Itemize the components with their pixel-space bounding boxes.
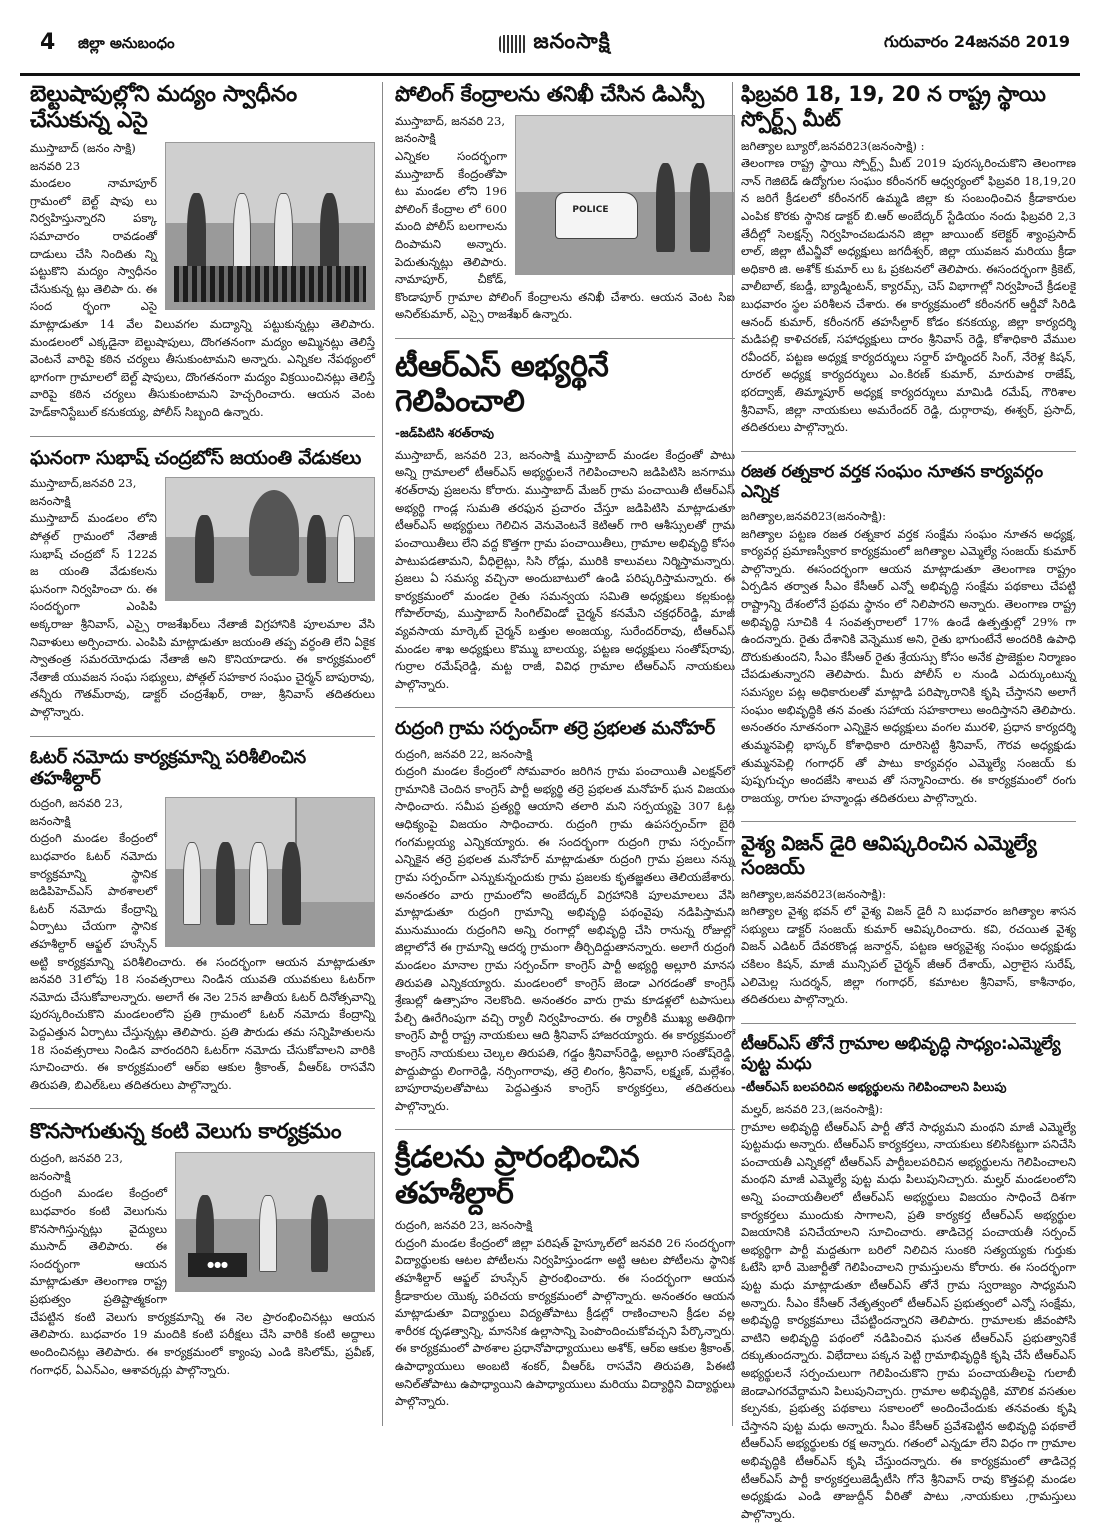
article-body: జగిత్యాల వైశ్య భవన్ లో వైశ్య విజన్ డైరీ ని బుధవారం జగిత్యాల శాసన సభ్యులు డాక్టర్ సంజయ్ కుమార్ ఆవిష్కరించారు. కవి, రచయిత వైశ్య విజన్ ఎడిటర్ దేవరకొండ్ల జనార్దన్, పట్టణ ఆర్యవైశ్య సంఘం అధ్యక్షుడు చకిలం కిషన్, మాజీ మున్సిపల్ చైర్మన్ జీఆర్ దేశాయ్, ఎర్రాలైస సురేష్, ఎలిమెల్ల సుదర్శన్, జిల్లా గంగాధర్, కమాటల శ్రీనివాస్, కాశీనాథం, తదితరులు పాల్గొన్నారు. bbox=[741, 904, 1076, 1007]
dateline: రుద్రంగి, జనవరి 22, జనంసాక్షి bbox=[395, 746, 533, 761]
issue-date: గురువారం 24జనవరి 2019 bbox=[884, 32, 1070, 51]
dateline: రుద్రంగి, జనవరి 23, జనంసాక్షి bbox=[30, 796, 123, 828]
divider bbox=[741, 821, 1076, 822]
masthead bbox=[20, 20, 1080, 76]
headline: ఫిబ్రవరి 18, 19, 20 న రాష్ట్ర స్థాయి స్పోర్ట్స్ మీట్ bbox=[741, 82, 1046, 131]
photo-statue-garland bbox=[165, 477, 375, 601]
headline: బెల్టుషాపుల్లోని మద్యం స్వాధీనం చేసుకున్న ఎసై bbox=[30, 82, 297, 133]
divider bbox=[395, 707, 735, 708]
divider bbox=[30, 1108, 375, 1109]
column-1 bbox=[30, 82, 375, 1426]
column-2 bbox=[395, 82, 735, 1426]
headline: టీఆర్ఎస్ అభ్యర్థినే గెలిపించాలి bbox=[395, 349, 609, 420]
divider bbox=[30, 436, 375, 437]
dateline: రుద్రంగి, జనవరి 23, జనంసాక్షి bbox=[395, 1218, 533, 1233]
headline: రుద్రంగి గ్రామ సర్పంచ్‌గా తర్రె ప్రభలత మనోహర్ bbox=[395, 718, 715, 740]
dateline: ముస్తాబాద్ (జనం సాక్షి) జనవరి 23 bbox=[30, 140, 136, 173]
photo-police-vehicle bbox=[515, 115, 735, 275]
article-body: తెలంగాణ రాష్ట్ర స్థాయి స్పోర్ట్స్ మీట్ 2019 పురస్కరించుకొని తెలంగాణ నాన్ గెజిటెడ్ ఉద్యోగుల సంఘం కరీంనగర్ ఆధ్వర్యంలో ఫిబ్రవరి 18,19,20 న జరిగే క్రీడలలో కరీంనగర్ ఉమ్మడి జిల్లా కు సంబంధించిన క్రీడాకారుల ఎంపిక కొరకు స్థానిక డాక్టర్ బి.ఆర్ అంబేద్కర్ స్టేడియం నందు ఫిబ్రవరి 2,3 తేదీల్లో సెలక్షన్స్ నిర్వహించబడునని జిల్లా జాయింట్ కలెక్టర్ శ్యాంప్రసాద్ లాల్, జిల్లా టీఎన్జీవో అధ్యక్షులు జగదీశ్వర్, జిల్లా యువజన మరియు క్రీడా అధికారి జి. అశోక్ కుమార్ లు ఓ ప్రకటనలో తెలిపారు. ఈసందర్భంగా క్రికెట్, వాలీబాల్, కబడ్డీ, బ్యాడ్మింటన్, క్యారమ్స్, చెస్ విభాగాల్లో నిర్వహించే క్రీడలకై బుధవారం స్థల పరిశీలన చేశారు. ఈ కార్యక్రమంలో కరీంనగర్ ఆర్డీవో సిరిడి ఆనంద్ కుమార్, కరీంనగర్ తహసీల్దార్ కోడం కనకయ్య, జిల్లా కార్యదర్శి మడిపల్లి కాళిచరణ్, సహాధ్యక్షులు దారం శ్రీనివాస్ రెడ్డి, కోశాధికారి వేముల రవీందర్, పట్టణ అధ్యక్ష కార్యదర్శులు సర్దార్ హర్మిందర్ సింగ్, నేరెళ్ల కిషన్, రూరల్ అధ్యక్ష కార్యదర్శులు ఎం.కిరణ్ కుమార్, మారుపాక రాజేష్, భరద్వాజ్, తిమ్మాపూర్ అధ్యక్ష కార్యదర్శులు మామిడి రమేష్, గౌరిశాల శ్రీనివాస్, జిల్లా నాయకులు అమరేందర్ రెడ్డి, దుర్గారావు, ఈశ్వర్, ప్రసాద్, తదితరులు పాల్గొన్నారు. bbox=[741, 156, 1076, 435]
article-vysya-diary bbox=[741, 832, 1076, 1008]
divider bbox=[30, 736, 375, 737]
article-liquor-seized bbox=[30, 82, 375, 422]
article-sports-tahsildar bbox=[395, 1140, 735, 1410]
dateline: జగిత్యాల బ్యూరో,జనవరి23(జనంసాక్షి) : bbox=[741, 138, 925, 153]
article-body: ఎన్నికల సందర్భంగా ముస్తాబాద్ కేంద్రంతోపా టు మండల లోని 196 పోలింగ్ కేంద్రాల లో 600 మంది పోలీస్ బలగాలను దింపామని అన్నారు. పెదుతున్నట్లు తెలిపారు. నామాపూర్, చీకోడ్, కొండాపూర్ గ్రామాల పోలింగ్ కేంద్రాలను తనిఖీ చేశారు. ఆయన వెంట సిఐ అనిల్‌కుమార్, ఎస్సై రాజశేఖర్ ఉన్నారు. bbox=[395, 148, 735, 322]
section-name: జిల్లా అనుబంధం bbox=[78, 34, 175, 52]
photo-eye-camp: ●●● bbox=[175, 1152, 375, 1292]
article-trs-candidate bbox=[395, 349, 735, 693]
article-voter-enrolment bbox=[30, 747, 375, 1095]
headline: టీఆర్ఎస్ తోనే గ్రామాల అభివృద్ధి సాధ్యం:ఎమ్మెల్యే పుట్ట మధు bbox=[741, 1033, 1061, 1074]
newspaper-page bbox=[20, 20, 1080, 1521]
dateline: జగిత్యాల,జనవరి23(జనంసాక్షి): bbox=[741, 508, 887, 523]
divider bbox=[741, 451, 1076, 452]
article-rajata-association bbox=[741, 462, 1076, 807]
headline: ఓటర్ నమోదు కార్యక్రమాన్ని పరిశీలించిన తహశీల్దార్ bbox=[30, 746, 306, 789]
article-body: రుద్రంగి మండల కేంద్రంలో జిల్లా పరిషత్ హైస్కూల్‌లో జనవరి 26 సందర్భంగా విద్యార్థులకు ఆటల పోటీలను నిర్వహిస్తుండగా అట్టి ఆటల పోటీలను స్థానిక తహశీల్దార్ ఆఫ్జల్ హుస్సేన్ ప్రారంభించారు. ఈ సందర్భంగా ఆయన క్రీడాకారుల యొక్క పరిచయ కార్యక్రమంలో పాల్గొన్నారు. అనంతరం ఆయన మాట్లాడుతూ విద్యార్థులు విద్యతోపాటు క్రీడల్లో రాణించాలని క్రీడల వల్ల శారీరక దృఢత్వాన్ని, మానసిక ఉల్లాసాన్ని పెంపొందించుకోవచ్చని పేర్కొన్నారు. ఈ కార్యక్రమంలో పాఠశాల ప్రధానోపాధ్యాయులు అశోక్, ఆర్ఐ ఆకుల శ్రీకాంత్, ఉపాధ్యాయులు అంబటి శంకర్, వీఆర్ఓ రాసవేని తిరుపతి, పిఈటి అనిల్‌తోపాటు ఉపాధ్యాయిని ఉపాధ్యాయులు మరియు విద్యార్థిని విద్యార్థులు పాల్గొన్నారు. bbox=[395, 1235, 735, 1409]
logo-text: జనంసాక్షి bbox=[533, 29, 611, 53]
article-sports-meet bbox=[741, 82, 1076, 437]
newspaper-logo bbox=[490, 26, 620, 62]
vehicle-label: POLICE bbox=[572, 205, 609, 216]
dateline: ముస్తాబాద్,జనవరి 23, జనంసాక్షి bbox=[30, 476, 137, 508]
dateline: మల్హర్, జనవరి 23,(జనంసాక్షి): bbox=[741, 1101, 884, 1116]
dateline: రుద్రంగి, జనవరి 23, జనంసాక్షి bbox=[30, 1151, 123, 1183]
article-body: ముస్తాబాద్ మండలం లోని పోత్గల్ గ్రామంలో నేతాజీ సుభాష్ చంద్రబో స్ 122వ జ యంతి వేడుకలను ఘనంగా నిర్వహించా రు. ఈ సందర్భంగా ఎంపిపి అక్కరాజు శ్రీనివాస్, ఎస్సై రాజశేఖర్‌లు నేతాజీ విగ్రహానికి పూలమాల వేసి నివాళులు అర్పించారు. ఎంపిపి మాట్లాడుతూ జయంతి తప్ప వర్ధంతి లేని ఏకైక స్వాతంత్ర సమరయోధుడు నేతాజీ అని కొనియాడారు. ఈ కార్యక్రమంలో నేతాజీ యువజన సంఘ సభ్యులు, పోత్గల్ సహకార సంఘం చైర్మన్ బాపురావు, తన్నీరు గౌతమ్‌రావు, డాక్టర్ చంద్రశేఖర్, రాజు, శ్రీనివాస్ తదితరులు పాల్గొన్నారు. bbox=[30, 511, 375, 719]
divider bbox=[741, 1023, 1076, 1024]
logo-mark-icon bbox=[499, 35, 527, 53]
column-3 bbox=[732, 82, 1076, 1521]
headline: రజత రత్నకార వర్తక సంఘం నూతన కార్యవర్గం ఎన్నిక bbox=[741, 461, 1043, 502]
article-kanti-velugu bbox=[30, 1119, 375, 1379]
headline: పోలింగ్ కేంద్రాలను తనిఖీ చేసిన డిఎస్పీ bbox=[395, 82, 704, 106]
article-body: ముస్తాబాద్, జనవరి 23, జనంసాక్షి ముస్తాబాద్ మండల కేంద్రంతో పాటు అన్ని గ్రామాలలో టీఆర్ఎస్ అభ్యర్థులనే గెలిపించాలని జడిపిటిసి జనగాము శరత్‌రావు ప్రజలను కోరారు. ముస్తాబాద్ మేజర్ గ్రామ పంచాయితీ టీఆర్ఎస్ అభ్యర్థి గాండ్ల సుమతి తరఫున ప్రచారం చేస్తూ జడిపిటిసి మాట్లాడుతూ టీఆర్ఎస్ అభ్యర్థులు గెలిచిన వెనువెంటనే కెటిఆర్ గారి ఆశీస్సులతో గ్రామ పంచాయితీలు లేని వద్ద కొత్తగా గ్రామ పంచాయితీలు, గ్రామాల అభివృద్ధి కోసం పాటుపడతామని, వీధిలైట్లు, సిసి రోడ్లు, మురికి కాలువలు నిర్మిస్తామన్నారు. ప్రజలు ఏ సమస్య వచ్చినా అందుబాటులో ఉండి పరిష్కరిస్తామన్నారు. ఈ కార్యక్రమంలో మండల రైతు సమన్వయ సమితి అధ్యక్షులు కల్లకుంట్ల గోపాల్‌రావు, ముస్తాబాద్ సింగిల్‌విండో చైర్మన్ కనమేని చక్రధర్‌రెడ్డి, మాజీ వ్యవసాయ మార్కెట్ చైర్మన్ బత్తుల అంజయ్య, సురేందర్‌రావు, టీఆర్ఎస్ మండల శాఖ అధ్యక్షులు కొమ్ము బాలయ్య, పట్టణ అధ్యక్షులు సంతోష్‌రావు, గుర్రాల రమేష్‌రెడ్డి, మట్ట రాజీ, వివిధ గ్రామాల టీఆర్ఎస్ నాయకులు పాల్గొన్నారు. bbox=[395, 447, 735, 691]
headline: కొనసాగుతున్న కంటి వెలుగు కార్యక్రమం bbox=[30, 1119, 342, 1144]
dateline: ముస్తాబాద్, జనవరి 23, జనంసాక్షి bbox=[395, 113, 506, 146]
subhead: -జడ్‌పిటిసి శరత్‌రావు bbox=[395, 425, 494, 440]
headline: ఘనంగా సుభాష్ చంద్రబోస్ జయంతి వేడుకలు bbox=[30, 446, 362, 469]
column-divider bbox=[382, 82, 383, 1426]
article-body: జగిత్యాల పట్టణ రజత రత్నకార వర్తక సంక్షేమ సంఘం నూతన అధ్యక్ష, కార్యవర్గ ప్రమాణస్వీకార కార్యక్రమంలో జగిత్యాల ఎమ్మెల్యే సంజయ్ కుమార్ పాల్గొన్నారు. ఈసందర్భంగా ఆయన మాట్లాడుతూ తెలంగాణ రాష్ట్రం ఏర్పడిన తర్వాత సీఎం కేసీఆర్ ఎన్నో అభివృద్ధి సంక్షేమ పథకాలు చేపట్టి రాష్ట్రాన్ని దేశంలోనే ప్రథమ స్థానం లో నిలిపారని అన్నారు. తెలంగాణ రాష్ట్ర అభివృద్ధి సూచికి 4 సంవత్సరాలలో 17% ఉండే ఉత్పత్తుల్లో 29% గా ఉందన్నారు. రైతు దేశానికి వెన్నెముక అని, రైతు భాగుంటేనే అందరికి ఉపాధి దొరుకుతుందని, సీఎం కేసీఆర్ రైతు శ్రేయస్సు కోసం అనేక ప్రాజెక్టుల నిర్మాణం చేపడుతున్నారని తెలిపారు. మీరు పోలీస్ ల నుండి ఎదుర్కుంటున్న సమస్యల పట్ల అధికారులతో మాట్లాడి పరిష్కారానికి కృషి చేస్తానని అలాగే సంఘం అభివృద్ధికి తన వంతు సహాయ సహకారాలు అందిస్తానని తెలిపారు. అనంతరం నూతనంగా ఎన్నికైన అధ్యక్షులు వంగల మురళి, ప్రధాన కార్యదర్శి తుమ్మనపెల్లి భాస్కర్ కోశాధికారి దూరిసెట్టి శ్రీనివాస్, గౌరవ అధ్యక్షుడు తుమ్మనపెల్లి గంగాధర్ తో పాటు కార్యవర్గం ఎమ్మెల్యే సంజయ్ కు పుష్పగుచ్ఛం అందజేసి శాలువ తో సన్మానించారు. ఈ కార్యక్రమంలో రంగు రాజయ్య, రాగుల హన్మాండ్లు తదితరులు పాల్గొన్నారు. bbox=[741, 526, 1076, 805]
subhead: -టీఆర్ఎస్ బలపరిచిన అభ్యర్థులను గెలిపించాలని పిలుపు bbox=[741, 1079, 1007, 1094]
article-body: రుద్రంగి మండల కేంద్రంలో బుధవారం ఓటర్ నమోదు కార్యక్రమాన్ని స్థానిక జడిపిహెచ్ఎస్ పాఠశాలలో ఓటర్ నమోదు కేంద్రాన్ని ఏర్పాటు చేయగా స్థానిక తహశీల్దార్ ఆఫ్జల్ హుస్సేన్ అట్టి కార్యక్రమాన్ని పరిశీలించారు. ఈ సందర్భంగా ఆయన మాట్లాడుతూ జనవరి 31లోపు 18 సంవత్సరాలు నిండిన యువతి యువకులు ఓటర్‌గా నమోదు చేసుకోవాలన్నారు. అలాగే ఈ నెల 25న జాతీయ ఓటర్ దినోత్సవాన్ని పురస్కరించుకొని మండలంలోని ప్రతి గ్రామంలో ఓటర్ నమోదు కేంద్రాన్ని పెద్దఎత్తున ఏర్పాటు చేస్తున్నట్లు తెలిపారు. ప్రతి పౌరుడు తమ సన్నిహితులను 18 సంవత్సరాలు నిండిన వారందరిని ఓటర్‌గా నమోదు చేసుకోవాలని వారికి సూచించారు. ఈ కార్యక్రమంలో ఆర్ఐ ఆకుల శ్రీకాంత్, వీఆర్ఓ రాసవేని తిరుపతి, బిఎల్ఓలు తదితరులు పాల్గొన్నారు. bbox=[30, 831, 375, 1092]
page-number: 4 bbox=[40, 30, 56, 55]
article-body: రుద్రంగి మండల కేంద్రంలో బుధవారం కంటి వెలుగును కొనసాగిస్తున్నట్లు వైద్యులు ముసాద్ తెలిపారు. ఈ సందర్భంగా ఆయన మాట్లాడుతూ తెలంగాణ రాష్ట్ర ప్రభుత్వం ప్రతిష్టాత్మకంగా చేపట్టిన కంటి వెలుగు కార్యక్రమాన్ని ఈ నెల ప్రారంభించినట్లు ఆయన తెలిపారు. బుధవారం 19 మందికి కంటి పరీక్షలు చేసి వారికి కంటి అద్దాలు అందించినట్లు తెలిపారు. ఈ కార్యక్రమంలో క్యాంపు ఎండి కెసిలోమ్, ప్రవీణ్, గంగాధర్, ఏఎన్ఎం, ఆశావర్కర్లు పాల్గొన్నారు. bbox=[30, 1186, 375, 1377]
article-bose-jayanti bbox=[30, 447, 375, 722]
photo-voter-centre bbox=[165, 797, 375, 947]
divider bbox=[395, 338, 735, 339]
article-body: మండలం నామాపూర్ గ్రామంలో బెల్ట్ షాపు లు నిర్వహిస్తున్నారని పక్కా సమాచారం రావడంతో దాడులు చేసి నిందితు న్ని పట్టుకొని మద్యం స్వాధీనం చేసుకున్న ట్లు తెలిపా రు. ఈ సంద ర్భంగా ఎసై మాట్లాడుతూ 14 వేల విలువగల మద్యాన్ని పట్టుకున్నట్లు తెలిపారు. మండలంలో ఎక్కడైనా బెల్టుషాపులు, దొంగతనంగా మద్యం అమ్మినట్లు తెలిస్తే వెంటనే వారిపై కఠిన చర్యలు తీసుకుంటామని అన్నారు. ఎన్నికల నేపథ్యంలో భాగంగా గ్రామాలలో బెల్ట్ షాపులు, దొంగతనంగా మద్యం విక్రయించినట్లు తెలిస్తే వారిపై కఠిన చర్యలు తీసుకుంటామని హెచ్చరించారు. ఆయన వెంట హెడ్‌కానిస్టేబుల్ కనుకయ్య, పోలీస్ సిబ్బంది ఉన్నారు. bbox=[30, 176, 375, 420]
headline: వైశ్య విజన్ డైరి ఆవిష్కరించిన ఎమ్మెల్యే సంజయ్ bbox=[741, 831, 1037, 879]
article-body: గ్రామాల అభివృద్ధి టీఆర్ఎస్ పార్టీ తోనే సాధ్యమని మంథని మాజీ ఎమ్మెల్యే పుట్టమధు అన్నారు. టీఆర్ఎస్ కార్యకర్తలు, నాయకులు కలిసికట్టుగా పనిచేసి పంచాయతీ ఎన్నికల్లో టీఆర్ఎస్ పార్టీబలపరిచిన అభ్యర్థులను గెలిపించాలని మంథని మాజీ ఎమ్మెల్యే పుట్ట మధు పిలుపునిచ్చారు. మల్హర్ మండలంలోని అన్ని పంచాయతీలలో టీఆర్ఎస్ అభ్యర్థులు విజయం సాధించే దిశగా కార్యకర్తలు ముందుకు సాగాలని, ప్రతి కార్యకర్త టీఆర్ఎస్ అభ్యర్థుల విజయానికి పనిచేయాలని సూచించారు. తాడిచెర్ల పంచాయతీ సర్పంచ్ అభ్యర్థిగా పార్టీ మద్దతుగా బరిలో నిలిచిన సుంకరి సత్యయ్యకు గుర్తుకు ఓటేసి భారీ మెజార్టీతో గెలిపించాలని గ్రామస్తులను కోరారు. ఈ సందర్భంగా పుట్ట మధు మాట్లాడుతూ టీఆర్ఎస్ తోనే గ్రామ స్వరాజ్యం సాధ్యమని అన్నారు. సీఎం కేసీఆర్ నేతృత్వంలో టీఆర్ఎస్ ప్రభుత్వంలో ఎన్నో సంక్షేమ, అభివృద్ధి కార్యక్రమాలు చేపట్టిందన్నారని తెలిపారు. గ్రామాలకు జీవంపోసి వాటిని అభివృద్ధి పథంలో నడిపించిన ఘనత టీఆర్ఎస్ ప్రభుత్వానికే దక్కుతుందన్నారు. విభేదాలు పక్కన పెట్టి గ్రామాభివృద్ధికి కృషి చేసే టీఆర్ఎస్ అభ్యర్థులనే సర్పంచులుగా గెలిపించుకొని గ్రామ పంచాయతీలపై గులాబీ జెండాఎగరవేద్దామని పిలుపునిచ్చారు. గ్రామాల అభివృద్ధికి, మౌలిక వసతుల కల్పనకు, ప్రభుత్వ పథకాలు సకాలంలో అందించేందుకు తనవంతు కృషి చేస్తానని పుట్ట మధు అన్నారు. సీఎం కేసీఆర్ ప్రవేశపెట్టిన అభివృద్ధి పథకాలే టీఆర్ఎస్ అభ్యర్థులకు రక్ష అన్నారు. గతంలో ఎన్నడూ లేని విధం గా గ్రామాల అభివృద్ధికి టీఆర్ఎస్ కృషి చేస్తుందన్నారు. ఈ కార్యక్రమంలో తాడిచెర్ల టీఆర్ఎస్ పార్టీ కార్యకర్తలుజెడ్పీటీసి గోనె శ్రీనివాస్ రావు కొత్తపల్లి మండల అధ్యక్షుడు ఎండి తాజుద్దీన్ వీరితో పాటు ,నాయకులు ,గ్రామస్తులు పాల్గొన్నారు. bbox=[741, 1119, 1076, 1521]
article-body: రుద్రంగి మండల కేంద్రంలో సోమవారం జరిగిన గ్రామ పంచాయితీ ఎలక్షన్‌లో గ్రామానికి చెందిన కాంగ్రెస్ పార్టీ అభ్యర్థి తర్రె ప్రభలత మనోహర్ ఘన విజయం సాధించారు. సమీప ప్రత్యర్థి ఆయాని తలారి మని సర్పయ్యపై 307 ఓట్ల ఆధిక్యంపై విజయం సాధించారు. రుద్రంగి గ్రామ ఉపసర్పంచ్‌గా బైరి గంగమల్లయ్య ఎన్నికయ్యారు. ఈ సందర్భంగా రుద్రంగి గ్రామ సర్పంచ్‌గా ఎన్నికైన తర్రె ప్రభలత మనోహర్ మాట్లాడుతూ రుద్రంగి గ్రామ ప్రజలు నన్ను గ్రామ సర్పంచ్‌గా ఎన్నుకున్నందుకు గ్రామ ప్రజలకు కృతజ్ఞతలు తెలియజేశారు. అనంతరం వారు గ్రామంలోని అంబేద్కర్ విగ్రహానికి పూలమాలలు వేసి మాట్లాడుతూ రుద్రంగి గ్రామాన్ని అభివృద్ధి పథంవైపు నడిపిస్తామని మునుముందు రుద్రంగిని అన్ని రంగాల్లో అభివృద్ధి చేసి రానున్న రోజుల్లో జిల్లాలోనే ఈ గ్రామాన్ని ఆదర్శ గ్రామంగా తీర్చిదిద్దుతానన్నారు. అలాగే రుద్రంగి మండలం మానాల గ్రామ సర్పంచ్‌గా కాంగ్రెస్ పార్టీ అభ్యర్థి అల్లూరి మానస తిరుపతి ఎన్నికయ్యారు. మండలంలో కాంగ్రెస్ జెండా ఎగరడంతో కాంగ్రెస్ శ్రేణుల్లో ఉత్సాహం నెలకొంది. అనంతరం వారు గ్రామ కూడళ్లలో టపాసులు పేల్చి ఊరేగింపుగా వచ్చి ర్యాలీ నిర్వహించారు. ఈ ర్యాలీకి ముఖ్య అతిథిగా కాంగ్రెస్ పార్టీ రాష్ట్ర నాయకులు ఆది శ్రీనివాస్ హాజరయ్యారు. ఈ కార్యక్రమంలో కాంగ్రెస్ నాయకులు చెల్కల తిరుపతి, గడ్డం శ్రీనివాస్‌రెడ్డి, అల్లూరి సంతోష్‌రెడ్డి, పొద్దుపొద్దు లింగారెడ్డి, నర్సింగారావు, తర్రె లింగం, శ్రీనివాస్, లక్ష్మణ్, మల్లేశం, బాపూరావులతోపాటు పెద్దఎత్తున కాంగ్రెస్ కార్యకర్తలు, తదితరులు పాల్గొన్నారు. bbox=[395, 764, 735, 1113]
photo-police-bottles bbox=[165, 142, 375, 310]
divider bbox=[395, 1129, 735, 1130]
headline: క్రీడలను ప్రారంభించిన తహశీల్దార్ bbox=[395, 1140, 640, 1211]
article-dsp-inspection bbox=[395, 82, 735, 324]
article-putta-madhu bbox=[741, 1034, 1076, 1524]
article-rudrangi-sarpanch bbox=[395, 718, 735, 1115]
dateline: జగిత్యాల,జనవరి23(జనంసాక్షి): bbox=[741, 886, 887, 901]
